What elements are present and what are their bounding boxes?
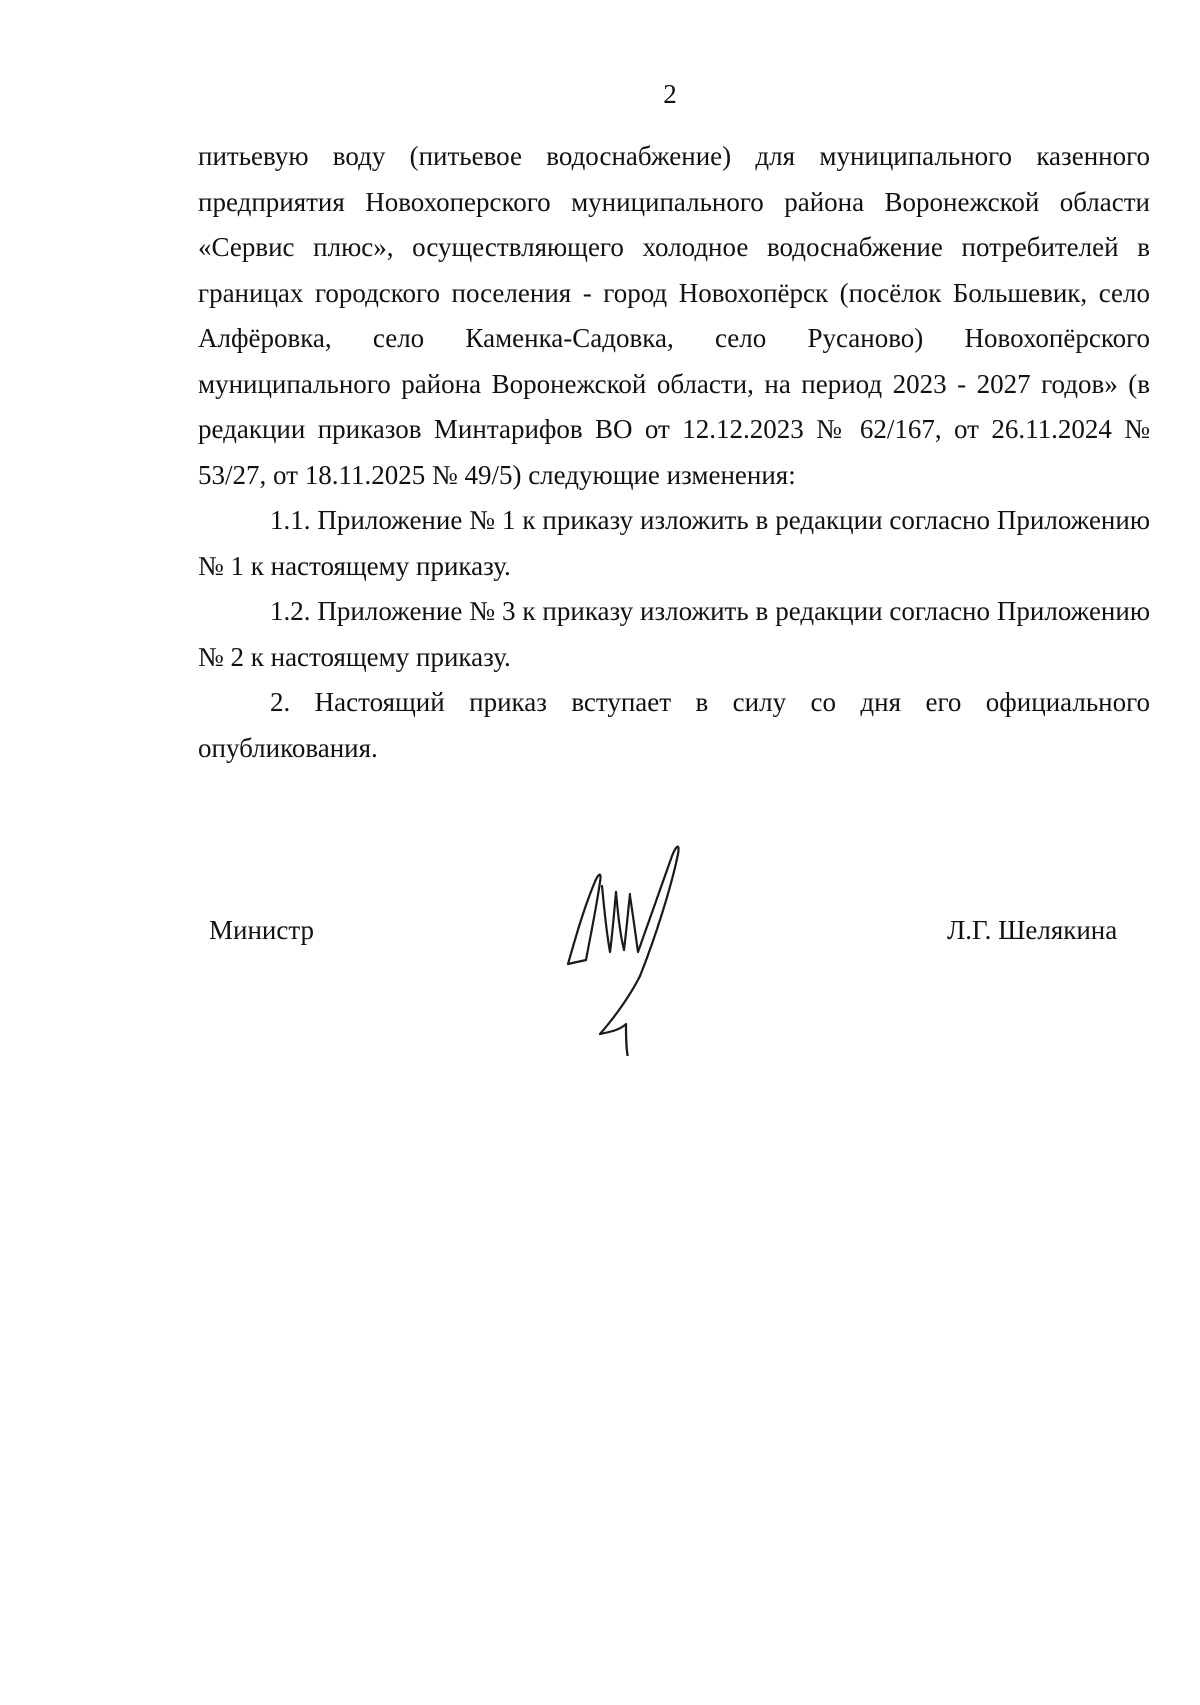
signatory-position: Министр [209, 915, 314, 945]
signatory-name: Л.Г. Шелякина [947, 915, 1118, 945]
paragraph-item-2: 2. Настоящий приказ вступает в силу со дня его официального опубликования. [198, 687, 1150, 763]
paragraph-continuation: питьевую воду (питьевое водоснабжение) для муниципального казенного предприятия Новохоперского муниципального района Воронежской области «Сервис плюс», осуществляющего холодное водоснабжение потребителей в границах городского поселения - город Новохопёрск (посёлок Большевик, село Алфёровка, село Каменка-Садовка, село Русаново) Новохопёрского муниципального района Воронежской области, на период 2023 - 2027 годов» (в редакции приказов Минтарифов ВО от 12.12.2023 № 62/167, от 26.11.2024 № 53/27, от 18.11.2025 № 49/5) следующие изменения: [198, 141, 1150, 490]
signature-block [0, 820, 1200, 1060]
document-body [198, 134, 1150, 771]
page-number: 2 [663, 79, 677, 109]
paragraph-item-1-1: 1.1. Приложение № 1 к приказу изложить в редакции согласно Приложению № 1 к настоящему приказу. [198, 505, 1150, 581]
paragraph-item-1-2: 1.2. Приложение № 3 к приказу изложить в редакции согласно Приложению № 2 к настоящему приказу. [198, 596, 1150, 672]
handwritten-signature [550, 826, 700, 1056]
